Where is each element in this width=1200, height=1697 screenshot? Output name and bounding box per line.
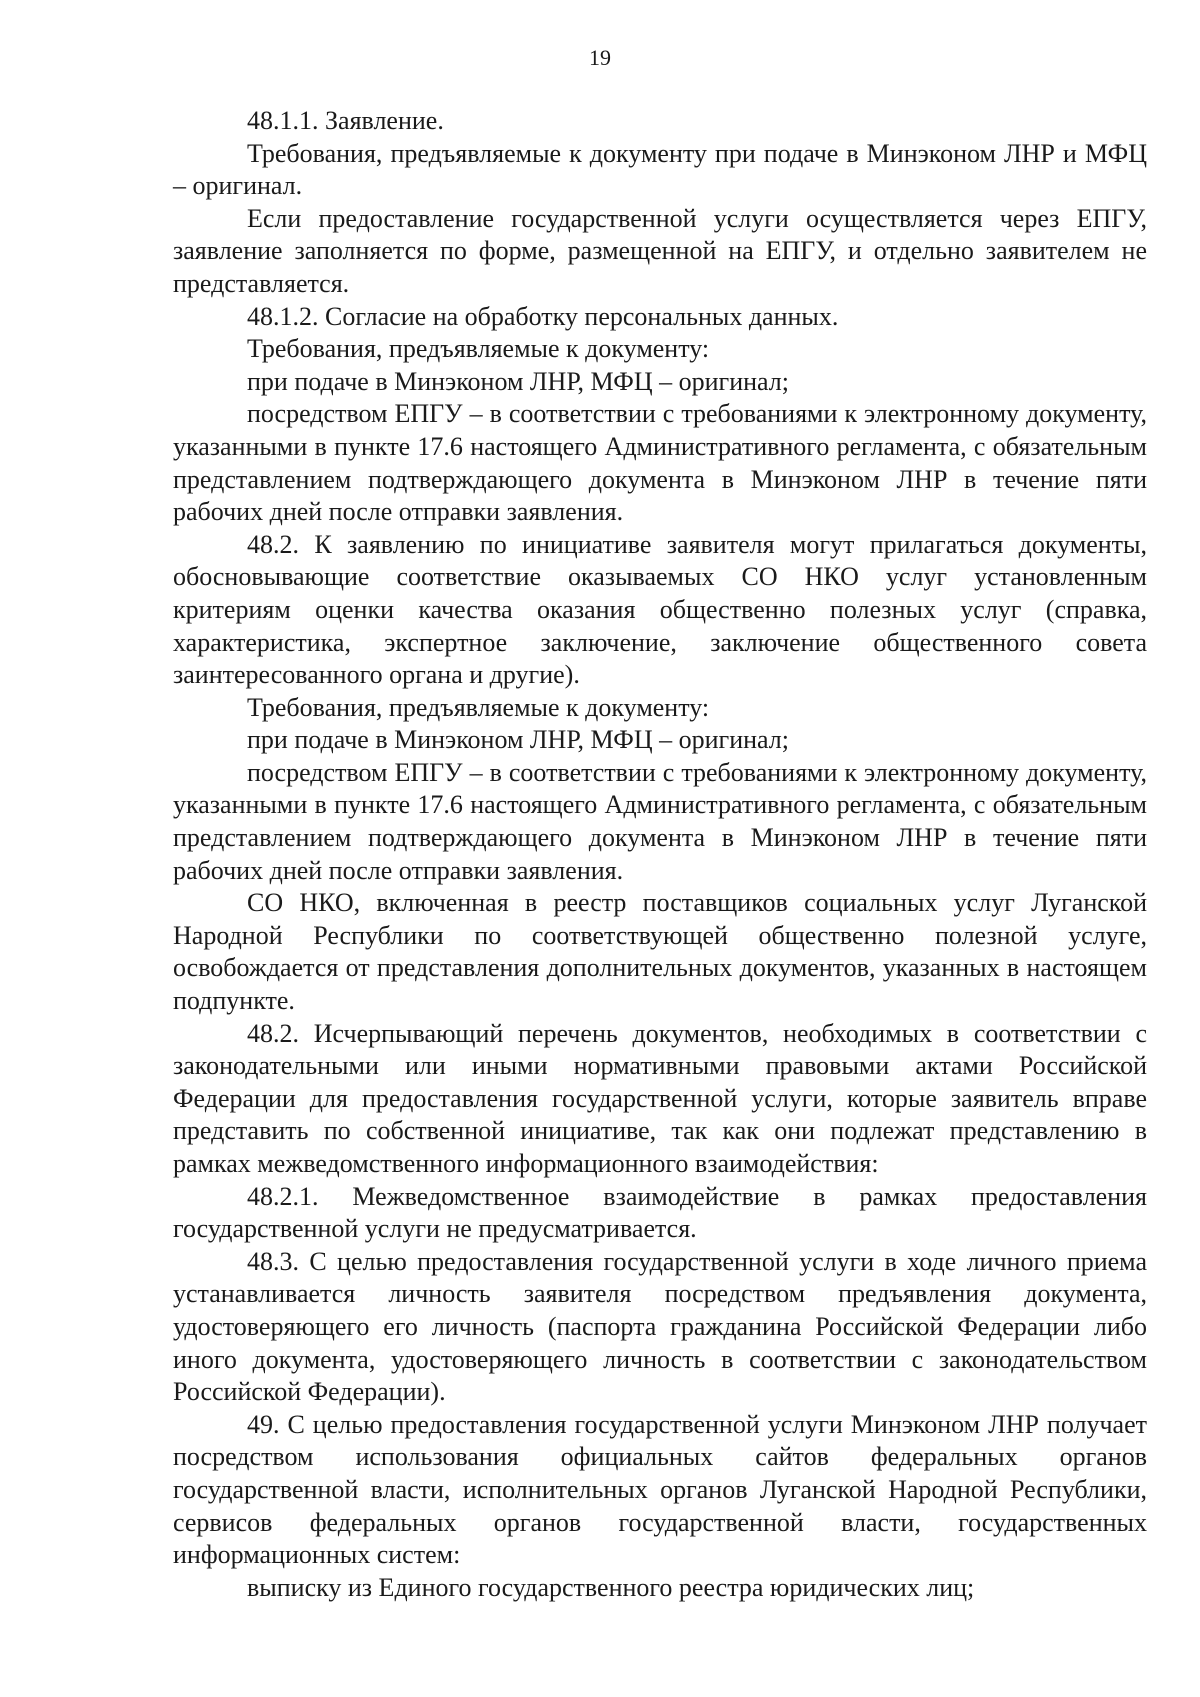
paragraph: выписку из Единого государственного реестра юридических лиц;	[247, 1572, 975, 1602]
paragraph: 48.1.1. Заявление.	[247, 106, 444, 135]
page-number: 19	[589, 45, 611, 70]
paragraph: 48.2. К заявлению по инициативе заявителя могут прилагаться документы, обосновывающие соответствие оказываемых СО НКО услуг установленным критериям оценки качества оказания общественно полезных услуг (справка, характеристика, экспертное заключение, заключение общественного совета заинтересованного органа и другие).	[173, 529, 1147, 690]
paragraph: Требования, предъявляемые к документу:	[247, 692, 710, 722]
paragraph: Если предоставление государственной услуги осуществляется через ЕПГУ, заявление заполняется по форме, размещенной на ЕПГУ, и отдельно заявителем не представляется.	[173, 203, 1147, 298]
paragraph: 48.2. Исчерпывающий перечень документов, необходимых в соответствии с законодательными или иными нормативными правовыми актами Российской Федерации для предоставления государственной услуги, которые заявитель вправе представить по собственной инициативе, так как они подлежат представлению в рамках межведомственного информационного взаимодействия:	[173, 1018, 1147, 1178]
paragraph: 48.2.1. Межведомственное взаимодействие в рамках предоставления государственной услуги не предусматривается.	[173, 1181, 1147, 1244]
paragraph: 49. С целью предоставления государственной услуги Минэконом ЛНР получает посредством использования официальных сайтов федеральных органов государственной власти, исполнительных органов Луганской Народной Республики, сервисов федеральных органов государственной власти, государственных информационных систем:	[173, 1409, 1147, 1570]
paragraph: посредством ЕПГУ – в соответствии с требованиями к электронному документу, указанными в пункте 17.6 настоящего Административного регламента, с обязательным представлением подтверждающего документа в Минэконом ЛНР в течение пяти рабочих дней после отправки заявления.	[173, 757, 1147, 885]
paragraph: СО НКО, включенная в реестр поставщиков социальных услуг Луганской Народной Республики по соответствующей общественно полезной услуге, освобождается от представления дополнительных документов, указанных в настоящем подпункте.	[173, 888, 1147, 1016]
paragraph: при подаче в Минэконом ЛНР, МФЦ – оригинал;	[247, 366, 789, 396]
paragraph: 48.3. С целью предоставления государственной услуги в ходе личного приема устанавливается личность заявителя посредством предъявления документа, удостоверяющего его личность (паспорта гражданина Российской Федерации либо иного документа, удостоверяющего личность в соответствии с законодательством Российской Федерации).	[173, 1246, 1147, 1407]
document-body	[173, 105, 1147, 1604]
paragraph: Требования, предъявляемые к документу при подаче в Минэконом ЛНР и МФЦ – оригинал.	[173, 138, 1147, 201]
paragraph: посредством ЕПГУ – в соответствии с требованиями к электронному документу, указанными в пункте 17.6 настоящего Административного регламента, с обязательным представлением подтверждающего документа в Минэконом ЛНР в течение пяти рабочих дней после отправки заявления.	[173, 399, 1147, 527]
paragraph: 48.1.2. Согласие на обработку персональных данных.	[247, 301, 839, 331]
paragraph: Требования, предъявляемые к документу:	[247, 334, 710, 364]
paragraph: при подаче в Минэконом ЛНР, МФЦ – оригинал;	[247, 725, 789, 755]
